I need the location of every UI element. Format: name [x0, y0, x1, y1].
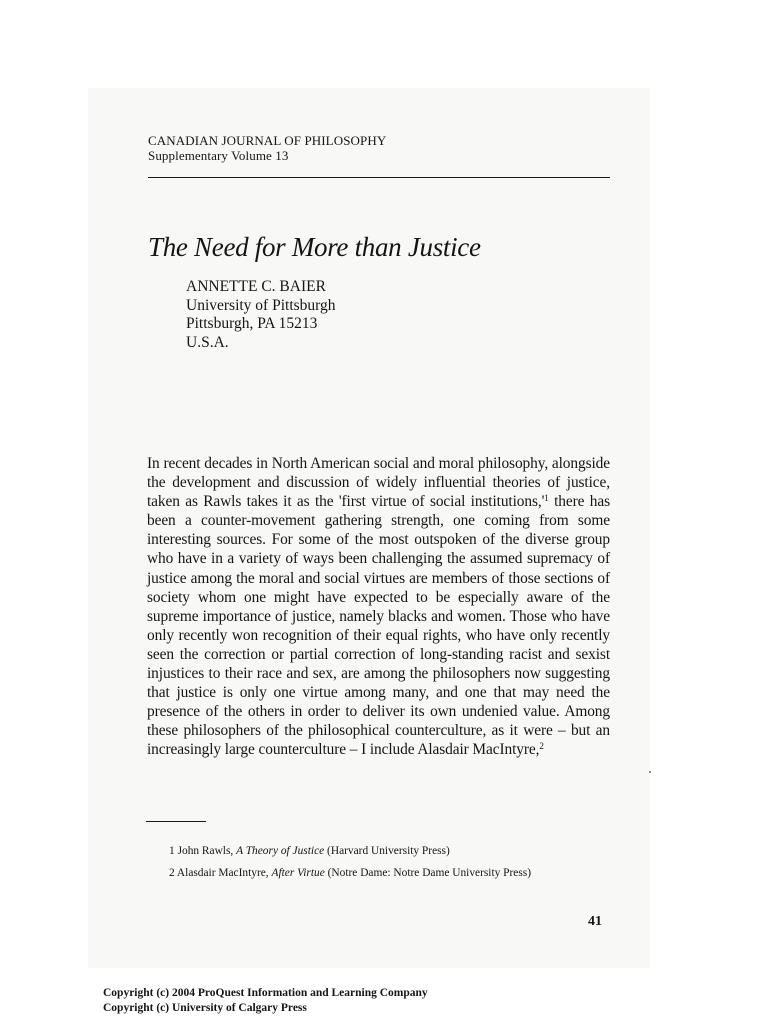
- footnote-work: After Virtue: [271, 867, 325, 879]
- footnote-author: Alasdair MacIntyre,: [176, 867, 269, 879]
- journal-header: [148, 133, 386, 163]
- page-number: 41: [588, 914, 602, 929]
- footnote-number: 2: [169, 867, 175, 879]
- author-block: [186, 278, 336, 352]
- footnote-author: John Rawls,: [177, 845, 234, 857]
- body-paragraph: [147, 454, 610, 760]
- author-affiliation: University of Pittsburgh: [186, 296, 336, 314]
- scan-speck: [649, 771, 651, 773]
- author-name: ANNETTE C. BAIER: [186, 278, 326, 295]
- header-rule: [148, 177, 610, 178]
- footnote-ref-2[interactable]: 2: [539, 741, 544, 752]
- footnote-publisher: (Notre Dame: Notre Dame University Press): [327, 867, 532, 879]
- body-text-part-2: there has been a counter-movement gathering strength, one coming from some interesting sources. For some of the most outspoken of the diverse group who have in a variety of ways been challenging the assumed supremacy of justice among the moral and social virtues are members of those sections of society whom one might have expected to be especially aware of the supreme importance of justice, namely blacks and women. Those who have only recently won recognition of their equal rights, who have only recently seen the correction or partial correction of long-standing racist and sexist injustices to their race and sex, are among the philosophers now suggesting that justice is only one virtue among many, and one that may need the presence of the others in order to deliver its own undenied value. Among these philosophers of the philosophical counterculture, as it were – but an increasingly large counterculture – I include Alasdair MacIntyre,: [147, 493, 610, 759]
- footnote-ref-1[interactable]: 1: [544, 493, 549, 504]
- author-country: U.S.A.: [186, 333, 229, 351]
- footnote-1: [169, 845, 450, 857]
- footnote-number: 1: [169, 845, 175, 857]
- journal-volume: Supplementary Volume 13: [148, 148, 289, 163]
- copyright-line-2: Copyright (c) University of Calgary Press: [103, 1002, 307, 1014]
- copyright-line-1: Copyright (c) 2004 ProQuest Information and Learning Company: [103, 987, 428, 999]
- footnote-publisher: (Harvard University Press): [327, 845, 450, 857]
- body-text-part-1: In recent decades in North American social and moral philosophy, alongside the development and discussion of widely influential theories of justice, taken as Rawls takes it as the 'first virtue of social institutions,': [147, 455, 610, 511]
- article-title: The Need for More than Justice: [148, 232, 481, 262]
- copyright-notice: [103, 986, 428, 1016]
- footnote-work: A Theory of Justice: [236, 845, 325, 857]
- journal-name: CANADIAN JOURNAL OF PHILOSOPHY: [148, 133, 387, 148]
- author-city: Pittsburgh, PA 15213: [186, 315, 318, 333]
- footnote-rule: [146, 821, 206, 822]
- footnote-2: [169, 867, 531, 879]
